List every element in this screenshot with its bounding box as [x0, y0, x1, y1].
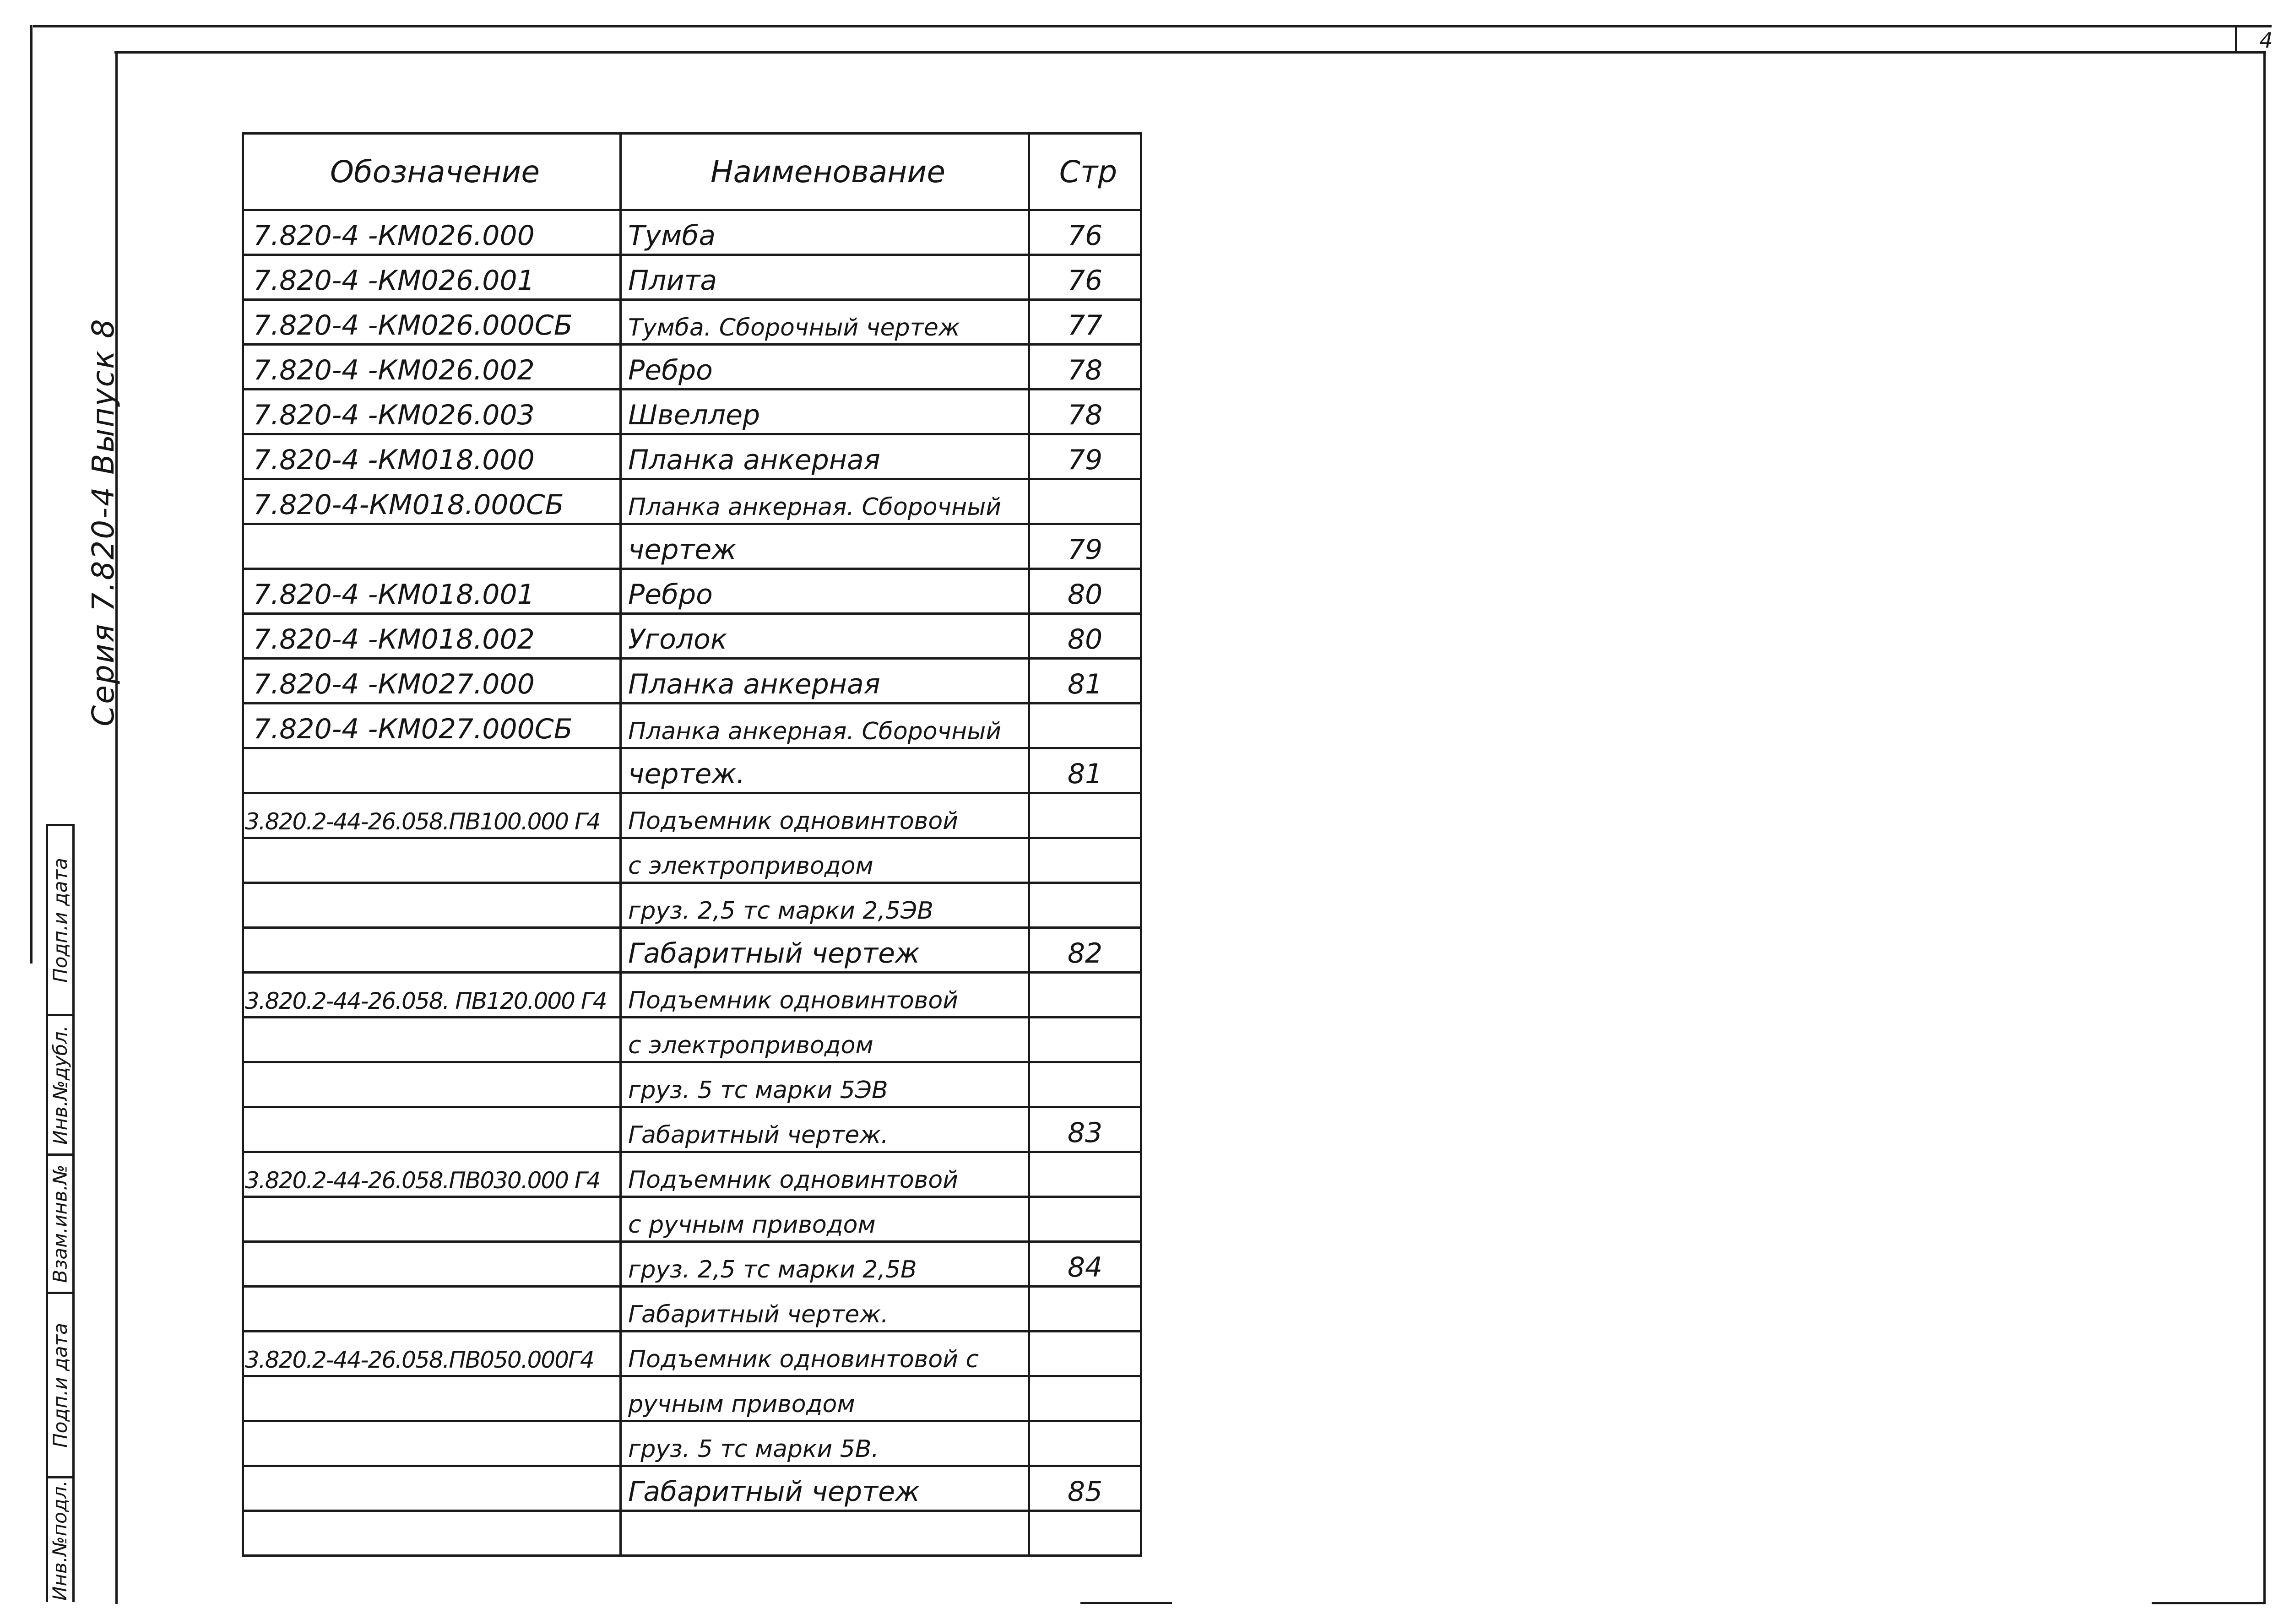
cell-designation	[243, 524, 621, 569]
cell-page	[1029, 1332, 1141, 1376]
cell-name: Габаритный чертеж.	[621, 1287, 1029, 1332]
table-row	[243, 883, 1141, 928]
table-row	[243, 838, 1141, 883]
table-row	[243, 1152, 1141, 1197]
cell-designation	[243, 1107, 621, 1152]
cell-page	[1029, 793, 1141, 838]
cell-designation: 7.820-4 -КМ026.003	[243, 390, 621, 434]
table-row	[243, 1242, 1141, 1287]
cell-name: ручным приводом	[621, 1376, 1029, 1421]
cell-page	[1029, 883, 1141, 928]
table-row	[243, 1018, 1141, 1062]
cell-designation	[243, 838, 621, 883]
header-name: Наименование	[621, 134, 1029, 210]
table-row	[243, 659, 1141, 704]
cell-name: Габаритный чертеж	[621, 1466, 1029, 1511]
cell-name: Тумба	[621, 210, 1029, 255]
cell-page: 84	[1029, 1242, 1141, 1287]
cell-page: 76	[1029, 210, 1141, 255]
cell-page: 77	[1029, 300, 1141, 345]
cell-page: 79	[1029, 434, 1141, 479]
cell-name: Уголок	[621, 614, 1029, 659]
table-row	[243, 1332, 1141, 1376]
cell-page	[1029, 973, 1141, 1018]
series-label: Серия 7.820-4 Выпуск 8	[85, 317, 121, 726]
table-row	[243, 390, 1141, 434]
stamp-cell-duplicate-number: Инв.№дубл.	[49, 1025, 71, 1145]
frame-bottom-line	[2152, 1602, 2266, 1604]
cell-designation	[243, 883, 621, 928]
cell-designation: 7.820-4 -КМ026.002	[243, 345, 621, 390]
cell-name: груз. 5 тс марки 5ЭВ	[621, 1062, 1029, 1107]
cell-designation: 7.820-4 -КМ018.002	[243, 614, 621, 659]
cell-page: 76	[1029, 255, 1141, 300]
cell-name: груз. 2,5 тс марки 2,5В	[621, 1242, 1029, 1287]
table-row	[243, 569, 1141, 614]
stamp-cell-replacement-number: Взам.инв.№	[49, 1164, 71, 1283]
cell-name: груз. 2,5 тс марки 2,5ЭВ	[621, 883, 1029, 928]
cell-name	[621, 1511, 1029, 1556]
table-row	[243, 255, 1141, 300]
cell-name: Планка анкерная. Сборочный	[621, 704, 1029, 748]
cell-page: 83	[1029, 1107, 1141, 1152]
frame-top-line	[33, 25, 2272, 27]
table-row	[243, 434, 1141, 479]
cell-page: 78	[1029, 345, 1141, 390]
table-row	[243, 1511, 1141, 1556]
cell-page	[1029, 1018, 1141, 1062]
cell-designation	[243, 1242, 621, 1287]
cell-name: Габаритный чертеж	[621, 928, 1029, 973]
cell-designation: 3.820.2-44-26.058.ПВ030.000 Г4	[243, 1152, 621, 1197]
cell-designation	[243, 1018, 621, 1062]
cell-name: Планка анкерная	[621, 659, 1029, 704]
cell-page: 85	[1029, 1466, 1141, 1511]
cell-designation	[243, 1421, 621, 1466]
cell-name: Подъемник одновинтовой	[621, 1152, 1029, 1197]
frame-outer-left-line	[30, 25, 33, 964]
frame-left-line	[115, 51, 118, 1604]
table-row	[243, 210, 1141, 255]
cell-page: 78	[1029, 390, 1141, 434]
table-row	[243, 1062, 1141, 1107]
cell-page: 81	[1029, 659, 1141, 704]
stamp-cell-signature-date: Подп.и дата	[49, 857, 71, 983]
table-row	[243, 704, 1141, 748]
cell-page: 82	[1029, 928, 1141, 973]
cell-designation: 7.820-4 -КМ026.000	[243, 210, 621, 255]
table-row	[243, 300, 1141, 345]
frame-right-line	[2263, 51, 2266, 1604]
cell-page	[1029, 1421, 1141, 1466]
cell-name: Подъемник одновинтовой	[621, 973, 1029, 1018]
table-row	[243, 479, 1141, 524]
table-row	[243, 1287, 1141, 1332]
contents-table	[242, 132, 1142, 1557]
table-row	[243, 1197, 1141, 1242]
stamp-cell-original-number: Инв.№подл.	[49, 1480, 71, 1601]
cell-page	[1029, 838, 1141, 883]
table-row	[243, 1421, 1141, 1466]
cell-name: с ручным приводом	[621, 1197, 1029, 1242]
cell-name: с электроприводом	[621, 1018, 1029, 1062]
cell-designation	[243, 1376, 621, 1421]
cell-designation: 3.820.2-44-26.058.ПВ100.000 Г4	[243, 793, 621, 838]
table-row	[243, 524, 1141, 569]
page-number: 4	[2259, 28, 2273, 53]
cell-name: Подъемник одновинтовой с	[621, 1332, 1029, 1376]
cell-designation: 7.820-4-КМ018.000СБ	[243, 479, 621, 524]
cell-designation	[243, 1287, 621, 1332]
cell-page	[1029, 1062, 1141, 1107]
cell-name: груз. 5 тс марки 5В.	[621, 1421, 1029, 1466]
cell-designation: 7.820-4 -КМ027.000СБ	[243, 704, 621, 748]
table-row	[243, 1466, 1141, 1511]
cell-page: 81	[1029, 748, 1141, 793]
table-row	[243, 1376, 1141, 1421]
cell-page	[1029, 704, 1141, 748]
cell-designation: 7.820-4 -КМ026.001	[243, 255, 621, 300]
cell-page	[1029, 1511, 1141, 1556]
table-row	[243, 1107, 1141, 1152]
cell-name: Планка анкерная. Сборочный	[621, 479, 1029, 524]
table-row	[243, 793, 1141, 838]
cell-name: Плита	[621, 255, 1029, 300]
cell-page	[1029, 1376, 1141, 1421]
table-row	[243, 345, 1141, 390]
table-row	[243, 973, 1141, 1018]
cell-designation: 3.820.2-44-26.058. ПВ120.000 Г4	[243, 973, 621, 1018]
table-row	[243, 748, 1141, 793]
cell-name: Тумба. Сборочный чертеж	[621, 300, 1029, 345]
cell-designation	[243, 1511, 621, 1556]
frame-bottom-tick	[1080, 1602, 1172, 1604]
cell-name: Подъемник одновинтовой	[621, 793, 1029, 838]
cell-name: с электроприводом	[621, 838, 1029, 883]
frame-top-inner-line	[114, 51, 2266, 54]
table-header-row	[243, 134, 1141, 210]
cell-name: чертеж.	[621, 748, 1029, 793]
cell-page	[1029, 1197, 1141, 1242]
cell-designation: 7.820-4 -КМ027.000	[243, 659, 621, 704]
cell-page: 80	[1029, 614, 1141, 659]
cell-name: чертеж	[621, 524, 1029, 569]
cell-designation: 7.820-4 -КМ026.000СБ	[243, 300, 621, 345]
cell-designation	[243, 928, 621, 973]
stamp-cell-signature-date-2: Подп.и дата	[49, 1322, 71, 1448]
cell-name: Ребро	[621, 345, 1029, 390]
cell-designation: 3.820.2-44-26.058.ПВ050.000Г4	[243, 1332, 621, 1376]
cell-name: Габаритный чертеж.	[621, 1107, 1029, 1152]
cell-page: 80	[1029, 569, 1141, 614]
cell-designation: 7.820-4 -КМ018.000	[243, 434, 621, 479]
cell-name: Швеллер	[621, 390, 1029, 434]
cell-page	[1029, 479, 1141, 524]
stamp-column-right-line	[72, 824, 75, 1602]
header-page: Стр	[1029, 134, 1141, 210]
page-box-divider	[2235, 25, 2237, 54]
cell-name: Планка анкерная	[621, 434, 1029, 479]
cell-designation	[243, 1466, 621, 1511]
table-row	[243, 614, 1141, 659]
header-designation: Обозначение	[243, 134, 621, 210]
cell-designation	[243, 1197, 621, 1242]
cell-designation: 7.820-4 -КМ018.001	[243, 569, 621, 614]
cell-page	[1029, 1152, 1141, 1197]
cell-designation	[243, 1062, 621, 1107]
cell-page: 79	[1029, 524, 1141, 569]
cell-page	[1029, 1287, 1141, 1332]
cell-designation	[243, 748, 621, 793]
cell-name: Ребро	[621, 569, 1029, 614]
table-row	[243, 928, 1141, 973]
